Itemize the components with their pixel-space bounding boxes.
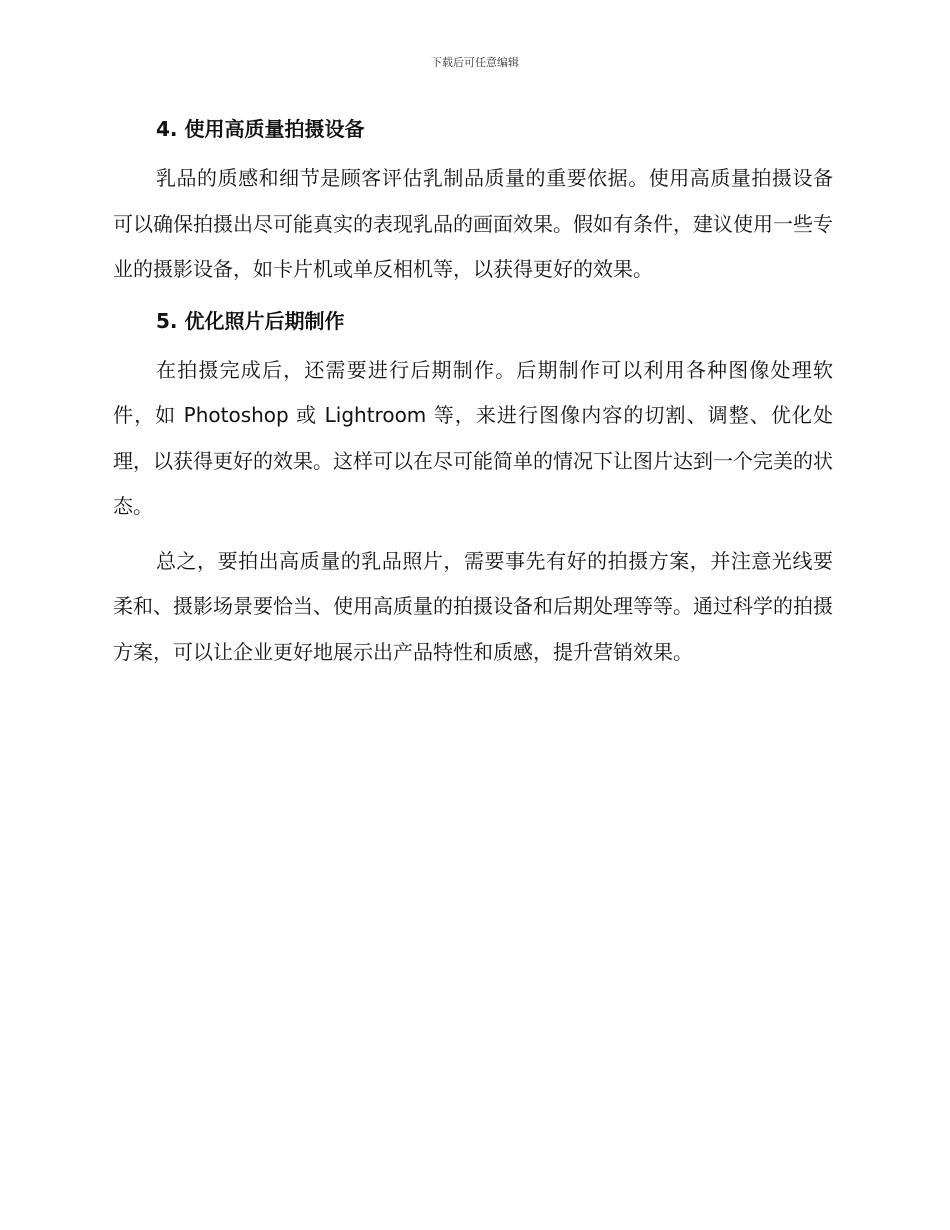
section-heading-4: 4. 使用高质量拍摄设备 <box>156 117 365 141</box>
section-paragraph-5: 在拍摄完成后，还需要进行后期制作。后期制作可以利用各种图像处理软件，如 Photoshop 或 Lightroom 等，来进行图像内容的切割、调整、优化处理，以获得更好的效果。这样可以在尽可能简单的情况下让图片达到一个完美的状态。 <box>113 357 833 518</box>
document-body <box>113 110 833 684</box>
section-heading-5: 5. 优化照片后期制作 <box>156 308 345 333</box>
section-paragraph-4: 乳品的质感和细节是顾客评估乳制品质量的重要依据。使用高质量拍摄设备可以确保拍摄出尽可能真实的表现乳品的画面效果。假如有条件，建议使用一些专业的摄影设备，如卡片机或单反相机等，以获得更好的效果。 <box>113 166 833 281</box>
conclusion-paragraph: 总之，要拍出高质量的乳品照片，需要事先有好的拍摄方案，并注意光线要柔和、摄影场景要恰当、使用高质量的拍摄设备和后期处理等等。通过科学的拍摄方案，可以让企业更好地展示出产品特性和质感，提升营销效果。 <box>113 548 833 664</box>
header-note: 下载后可任意编辑 <box>431 56 519 69</box>
